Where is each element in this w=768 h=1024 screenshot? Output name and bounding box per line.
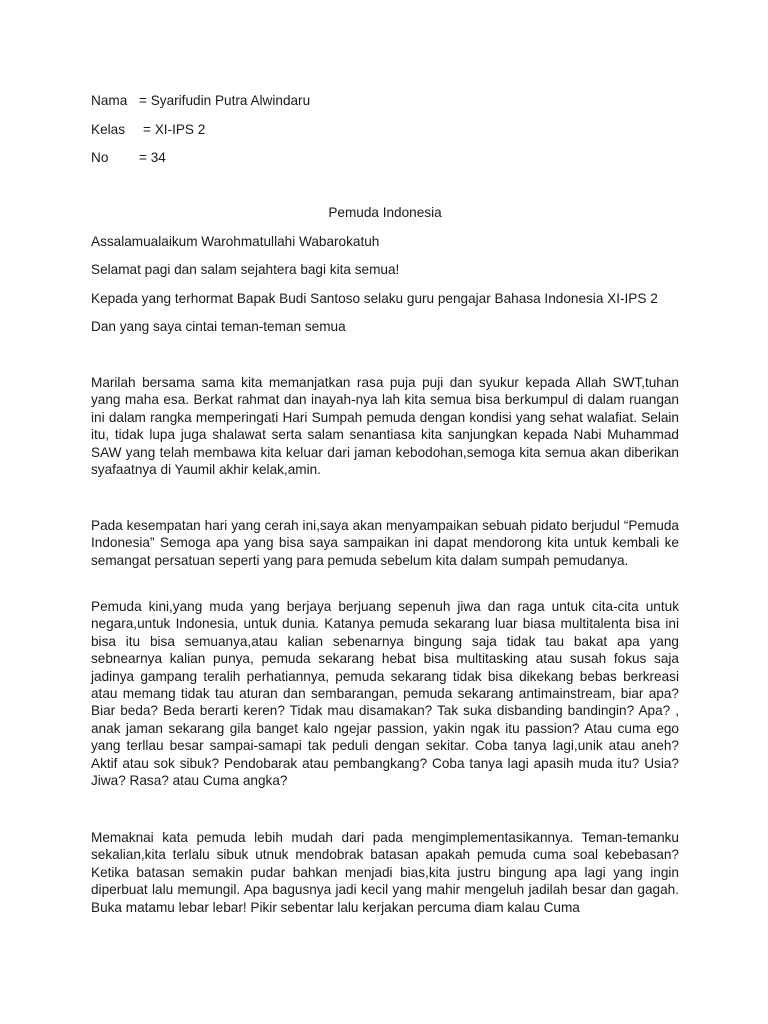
greeting-line: Kepada yang terhormat Bapak Budi Santoso selaku guru pengajar Bahasa Indonesia XI-IPS 2 (91, 291, 658, 306)
kelas-row (91, 121, 205, 139)
paragraph: Pada kesempatan hari yang cerah ini,saya akan menyampaikan sebuah pidato berjudul “Pemuda Indonesia” Semoga apa yang bisa saya sampaikan ini dapat mendorong kita untuk kembali ke semangat persatuan seperti yang para pemuda sebelum kita dalam sumpah pemudanya. (91, 518, 679, 568)
no-row (91, 149, 166, 167)
nama-label: Nama (91, 93, 128, 108)
nama-value: = Syarifudin Putra Alwindaru (139, 93, 311, 108)
nama-row (91, 92, 310, 110)
paragraph: Marilah bersama sama kita memanjatkan rasa puja puji dan syukur kepada Allah SWT,tuhan yang maha esa. Berkat rahmat dan inayah-nya lah kita semua bisa berkumpul di dalam ruangan ini dalam rangka memperingati Hari Sumpah pemuda dengan kondisi yang sehat walafiat. Selain itu, tidak lupa juga shalawat serta salam senantiasa kita sanjungkan kepada Nabi Muhammad SAW yang telah membawa kita keluar dari jaman kebodohan,semoga kita semua akan diberikan syafaatnya di Yaumil akhir kelak,amin. (91, 375, 679, 478)
no-label: No (91, 150, 109, 165)
kelas-value: = XI-IPS 2 (143, 122, 206, 137)
greeting-line: Dan yang saya cintai teman-teman semua (91, 319, 346, 334)
no-value: = 34 (139, 150, 166, 165)
greeting-line: Assalamualaikum Warohmatullahi Wabarokatuh (91, 234, 380, 249)
speech-title: Pemuda Indonesia (328, 205, 442, 220)
greeting-line: Selamat pagi dan salam sejahtera bagi kita semua! (91, 262, 400, 277)
kelas-label: Kelas (91, 122, 126, 137)
paragraph: Pemuda kini,yang muda yang berjaya berjuang sepenuh jiwa dan raga untuk cita-cita untuk negara,untuk Indonesia, untuk dunia. Katanya pemuda sekarang luar biasa multitalenta bisa ini bisa itu bisa semuanya,atau kalian sebenarnya bingung saja tidak tau bakat apa yang sebnearnya kalian punya, pemuda sekarang hebat bisa multitasking atau susah fokus saja jadinya gampang teralih perhatiannya, pemuda sekarang tidak bisa dikekang bebas berkreasi atau memang tidak tau aturan dan sembarangan, pemuda sekarang antimainstream, biar apa? Biar beda? Beda berarti keren? Tidak mau disamakan? Tak suka disbanding bandingin? Apa? , anak jaman sekarang gila banget kalo ngejar passion, yakin ngak itu passion? Atau cuma ego yang terllau besar sampai-samapi tak peduli dengan sekitar. Coba tanya lagi,unik atau aneh? Aktif atau sok sibuk? Pendobarak atau pembangkang? Coba tanya lagi apasih muda itu? Usia? Jiwa? Rasa? atau Cuma angka? (91, 599, 679, 789)
paragraph: Memaknai kata pemuda lebih mudah dari pada mengimplementasikannya. Teman-temanku sekalian,kita terlalu sibuk utnuk mendobrak batasan apakah pemuda cuma soal kebebasan? Ketika batasan semakin pudar bahkan menjadi bias,kita justru bingung apa lagi yang ingin diperbuat lalu memungil. Apa bagusnya jadi kecil yang mahir mengeluh jadilah besar dan gagah. Buka matamu lebar lebar! Pikir sebentar lalu kerjakan percuma diam kalau Cuma (91, 830, 679, 915)
